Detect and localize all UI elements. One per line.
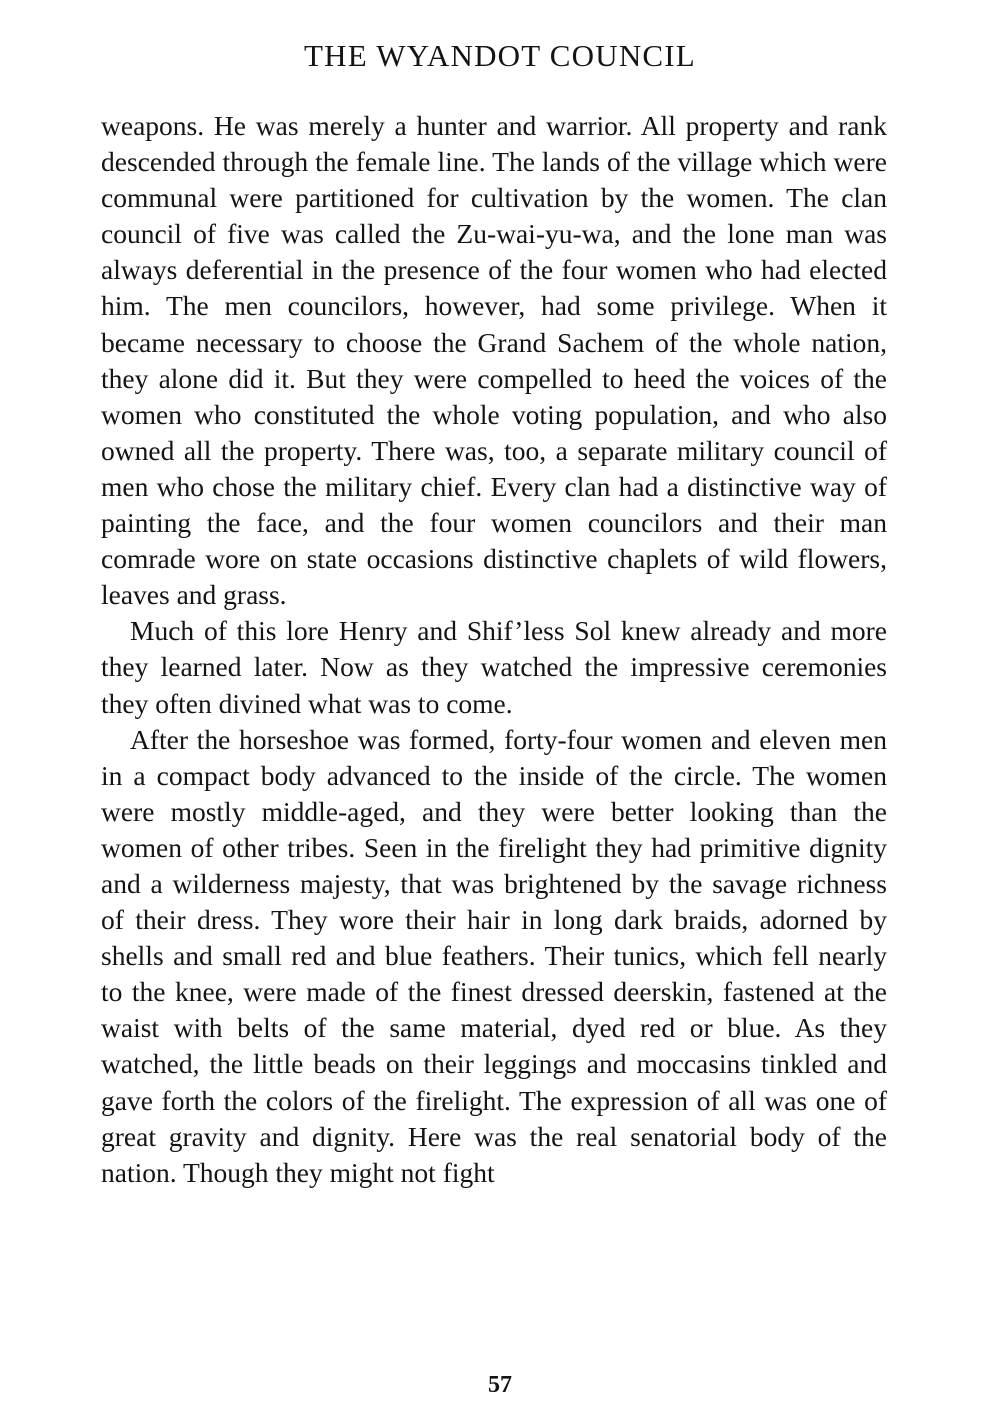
body-text [101, 108, 887, 1191]
paragraph: weapons. He was merely a hunter and warrior. All property and rank descended through the female line. The lands of the village which were communal were partitioned for cultivation by the women. The clan council of five was called the Zu-wai-yu-wa, and the lone man was always deferential in the presence of the four women who had elected him. The men councilors, however, had some privilege. When it became necessary to choose the Grand Sachem of the whole nation, they alone did it. But they were compelled to heed the voices of the women who constituted the whole voting population, and who also owned all the property. There was, too, a separate military council of men who chose the military chief. Every clan had a distinctive way of painting the face, and the four women councilors and their man comrade wore on state occasions distinctive chaplets of wild flowers, leaves and grass. [101, 110, 887, 611]
paragraph: Much of this lore Henry and Shif’less Sol knew already and more they learned later. Now as they watched the impressive ceremonies they often divined what was to come. [101, 615, 887, 719]
running-title: THE WYANDOT COUNCIL [304, 38, 696, 73]
paragraph: After the horseshoe was formed, forty-four women and eleven men in a compact body advanced to the inside of the circle. The women were mostly middle-aged, and they were better looking than the women of other tribes. Seen in the firelight they had primitive dignity and a wilderness majesty, that was brightened by the savage richness of their dress. They wore their hair in long dark braids, adorned by shells and small red and blue feathers. Their tunics, which fell nearly to the knee, were made of the finest dressed deerskin, fastened at the waist with belts of the same material, dyed red or blue. As they watched, the little beads on their leggings and moccasins tinkled and gave forth the colors of the firelight. The expression of all was one of great gravity and dignity. Here was the real senatorial body of the nation. Though they might not fight [101, 723, 887, 1188]
page-number: 57 [488, 1372, 512, 1398]
